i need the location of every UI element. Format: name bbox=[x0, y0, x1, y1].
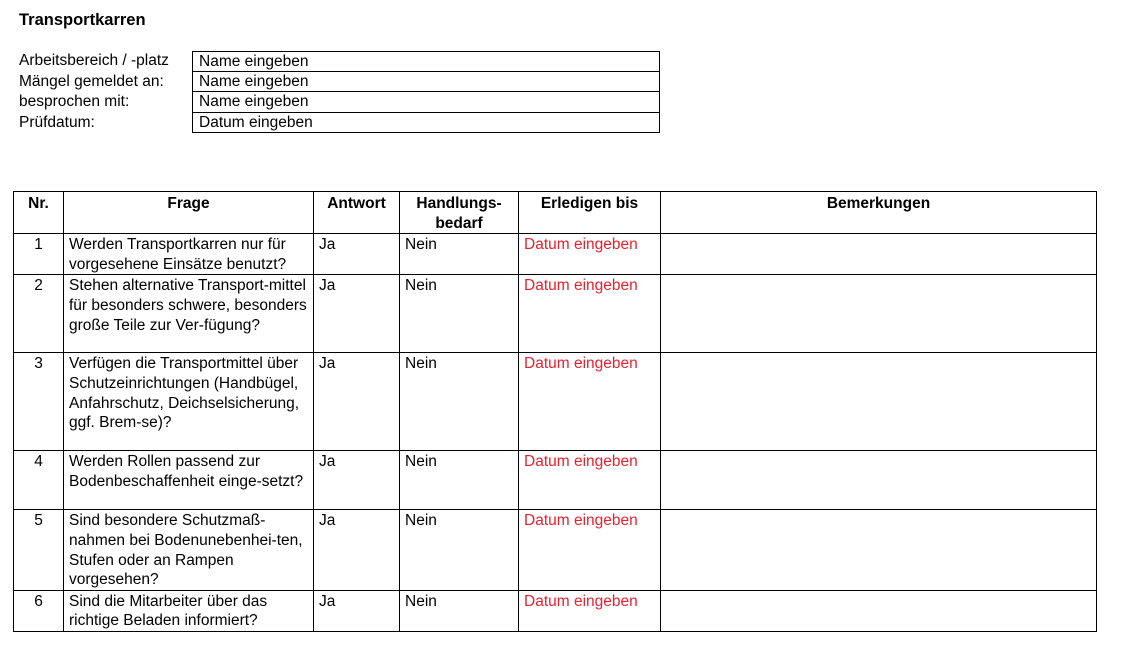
meta-label: Mängel gemeldet an: bbox=[19, 72, 164, 90]
row-number: 4 bbox=[14, 451, 64, 510]
row-number: 6 bbox=[14, 590, 64, 631]
header-frage: Frage bbox=[64, 192, 314, 234]
meta-label: Arbeitsbereich / -platz bbox=[19, 52, 169, 69]
table-row bbox=[14, 275, 1097, 353]
arbeitsbereich-field[interactable]: Name eingeben bbox=[192, 51, 660, 72]
header-handlungsbedarf: Handlungs- bedarf bbox=[400, 192, 519, 234]
action-needed-dropdown[interactable]: Nein bbox=[400, 451, 519, 510]
answer-dropdown[interactable]: Ja bbox=[314, 510, 400, 590]
table-header-row bbox=[14, 192, 1097, 234]
action-needed-dropdown[interactable]: Nein bbox=[400, 353, 519, 451]
meta-row-arbeitsbereich bbox=[19, 51, 660, 72]
pruefdatum-field[interactable]: Datum eingeben bbox=[192, 113, 660, 134]
due-date-field[interactable]: Datum eingeben bbox=[519, 590, 661, 631]
remarks-field[interactable] bbox=[661, 353, 1097, 451]
meta-row-besprochen bbox=[19, 92, 660, 113]
row-number: 5 bbox=[14, 510, 64, 590]
question-text: Sind besondere Schutzmaß-nahmen bei Bodenunebenhei-ten, Stufen oder an Rampen vorgesehen? bbox=[64, 510, 314, 590]
remarks-field[interactable] bbox=[661, 590, 1097, 631]
header-erledigen-bis: Erledigen bis bbox=[519, 192, 661, 234]
maengel-gemeldet-field[interactable]: Name eingeben bbox=[192, 72, 660, 93]
question-text: Verfügen die Transportmittel über Schutzeinrichtungen (Handbügel, Anfahrschutz, Deichselsicherung, ggf. Brem-se)? bbox=[64, 353, 314, 451]
answer-dropdown[interactable]: Ja bbox=[314, 353, 400, 451]
remarks-field[interactable] bbox=[661, 451, 1097, 510]
header-bemerkungen: Bemerkungen bbox=[661, 192, 1097, 234]
remarks-field[interactable] bbox=[661, 510, 1097, 590]
table-row bbox=[14, 353, 1097, 451]
header-antwort: Antwort bbox=[314, 192, 400, 234]
row-number: 2 bbox=[14, 275, 64, 353]
meta-fields bbox=[19, 51, 660, 133]
table-row bbox=[14, 234, 1097, 275]
question-text: Werden Rollen passend zur Bodenbeschaffenheit einge-setzt? bbox=[64, 451, 314, 510]
question-text: Stehen alternative Transport-mittel für besonders schwere, besonders große Teile zur Ver-fügung? bbox=[64, 275, 314, 353]
answer-dropdown[interactable]: Ja bbox=[314, 590, 400, 631]
meta-label: Prüfdatum: bbox=[19, 113, 95, 131]
row-number: 1 bbox=[14, 234, 64, 275]
due-date-field[interactable]: Datum eingeben bbox=[519, 353, 661, 451]
meta-row-maengel bbox=[19, 72, 660, 93]
question-text: Sind die Mitarbeiter über das richtige Beladen informiert? bbox=[64, 590, 314, 631]
due-date-field[interactable]: Datum eingeben bbox=[519, 234, 661, 275]
action-needed-dropdown[interactable]: Nein bbox=[400, 275, 519, 353]
answer-dropdown[interactable]: Ja bbox=[314, 451, 400, 510]
due-date-field[interactable]: Datum eingeben bbox=[519, 451, 661, 510]
answer-dropdown[interactable]: Ja bbox=[314, 275, 400, 353]
meta-row-pruefdatum bbox=[19, 113, 660, 134]
besprochen-mit-field[interactable]: Name eingeben bbox=[192, 92, 660, 113]
remarks-field[interactable] bbox=[661, 234, 1097, 275]
row-number: 3 bbox=[14, 353, 64, 451]
table-row bbox=[14, 510, 1097, 590]
header-nr: Nr. bbox=[14, 192, 64, 234]
due-date-field[interactable]: Datum eingeben bbox=[519, 275, 661, 353]
remarks-field[interactable] bbox=[661, 275, 1097, 353]
action-needed-dropdown[interactable]: Nein bbox=[400, 590, 519, 631]
action-needed-dropdown[interactable]: Nein bbox=[400, 510, 519, 590]
table-row bbox=[14, 590, 1097, 631]
meta-label: besprochen mit: bbox=[19, 93, 130, 110]
page-title: Transportkarren bbox=[19, 11, 146, 29]
answer-dropdown[interactable]: Ja bbox=[314, 234, 400, 275]
due-date-field[interactable]: Datum eingeben bbox=[519, 510, 661, 590]
action-needed-dropdown[interactable]: Nein bbox=[400, 234, 519, 275]
table-row bbox=[14, 451, 1097, 510]
checklist-table bbox=[13, 191, 1097, 632]
question-text: Werden Transportkarren nur für vorgesehene Einsätze benutzt? bbox=[64, 234, 314, 275]
